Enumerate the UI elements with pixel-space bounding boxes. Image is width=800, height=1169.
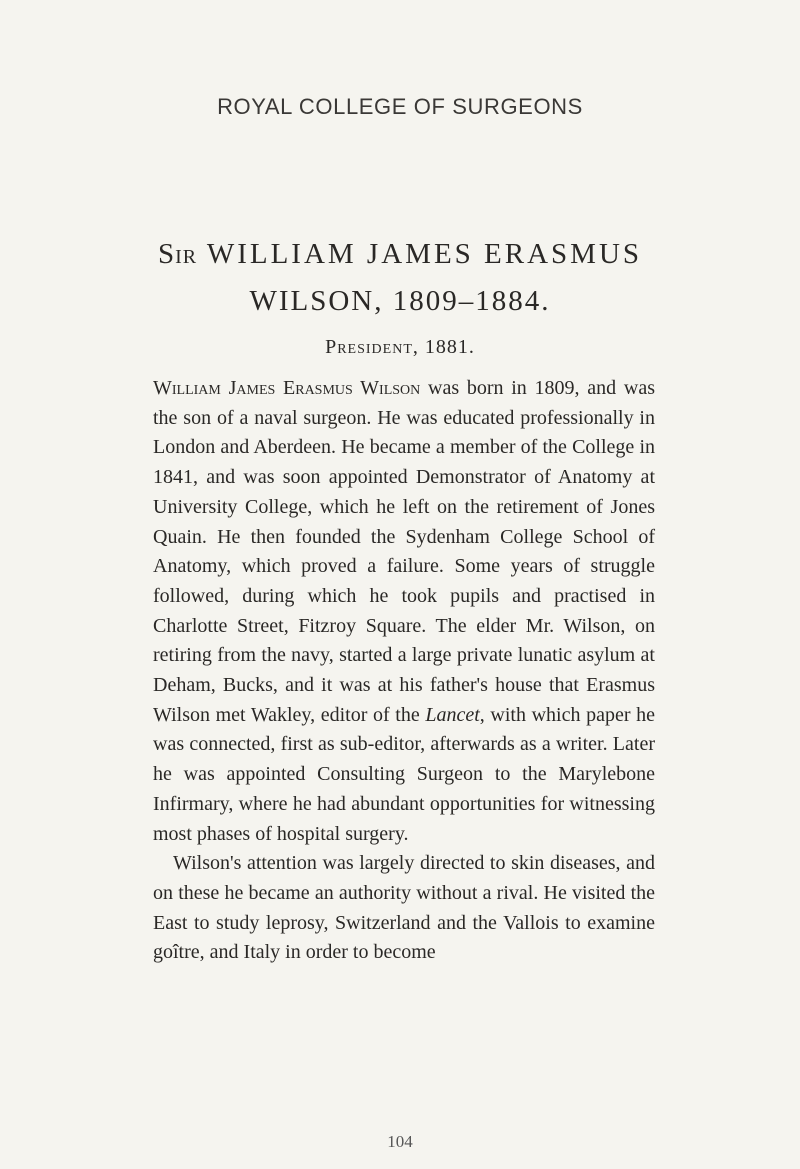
paragraph-1-text: was born in 1809, and was the son of a naval surgeon. He was educated professionally in London and Aberdeen. He became a member of the College in 1841, and was soon appointed Demonstrator of Anatomy at University College, which he left on the retirement of Jones Quain. He then founded the Sydenham College School of Anatomy, which proved a failure. Some years of struggle followed, during which he took pupils and practised in Charlotte Street, Fitzroy Square. The elder Mr. Wilson, on retiring from the navy, started a large private lunatic asylum at Deham, Bucks, and it was at his father's house that Erasmus Wilson met Wakley, editor of the — [153, 377, 655, 726]
page-number: 104 — [387, 1132, 413, 1151]
running-head: ROYAL COLLEGE OF SURGEONS — [217, 94, 583, 119]
paragraph-1 — [153, 374, 655, 849]
paragraph-1-end: , with which paper he was connected, first as sub-editor, afterwards as a writer. Later he was appointed Consulting Surgeon to the Marylebone Infirmary, where he had abundant opportunities for witnessing most phases of hospital surgery. — [153, 703, 655, 845]
journal-name: Lancet — [425, 703, 480, 726]
body-text — [153, 374, 655, 968]
paragraph-2: Wilson's attention was largely directed to skin diseases, and on these he became an authority without a rival. He visited the East to study leprosy, Switzerland and the Vallois to examine goître, and Italy in order to become — [153, 852, 655, 964]
entry-title-line2: WILSON, 1809–1884. — [249, 285, 551, 317]
lead-in: William James Erasmus Wilson — [153, 377, 421, 399]
entry-name: WILLIAM JAMES ERASMUS — [206, 238, 643, 270]
entry-subtitle: President, 1881. — [325, 336, 475, 358]
entry-title-line1 — [0, 238, 800, 271]
honorific: Sir — [157, 238, 198, 270]
